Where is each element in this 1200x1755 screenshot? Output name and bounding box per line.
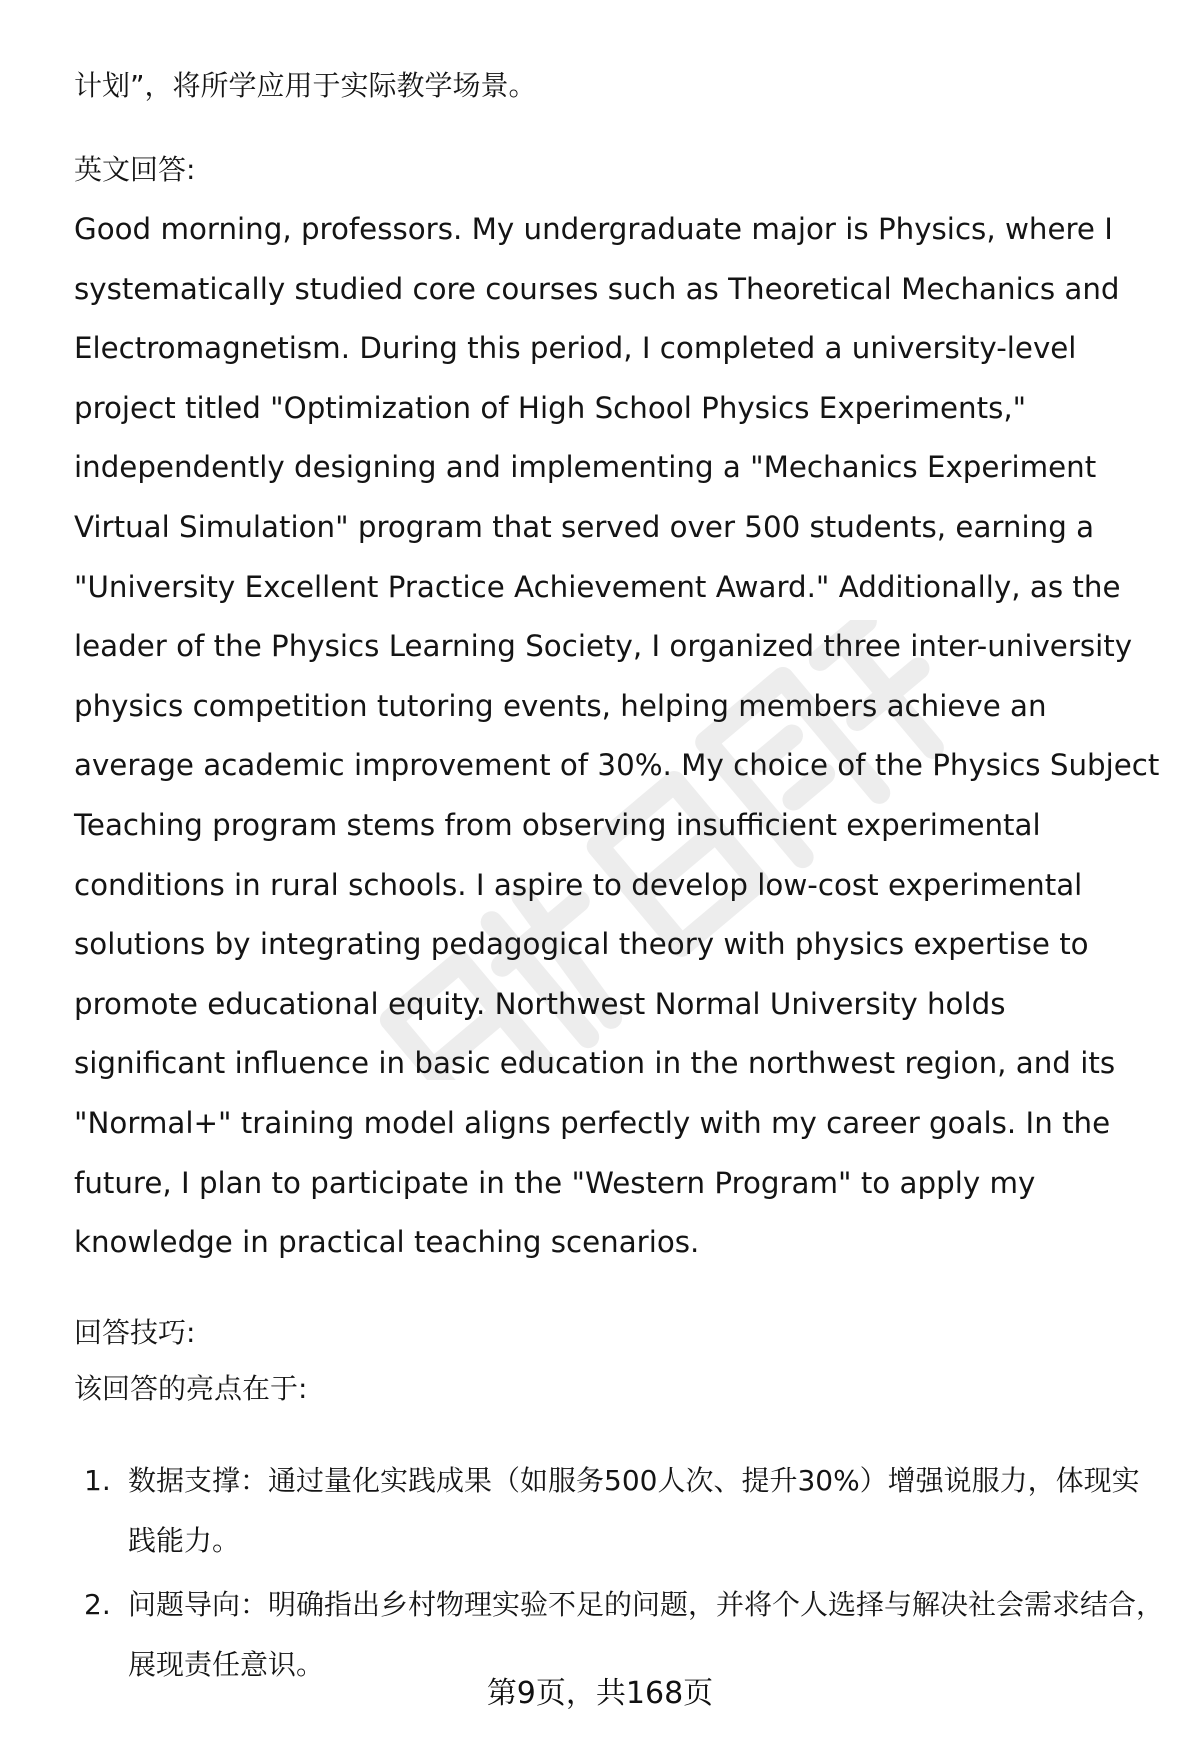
list-item-text: 数据支撑：通过量化实践成果（如服务500人次、提升30%）增强说服力，体现实践能力。 — [128, 1463, 1140, 1557]
continued-chinese-text: 计划”，将所学应用于实际教学场景。 — [74, 69, 537, 102]
answer-tips-list — [74, 1451, 1164, 1695]
list-item-number: 2. — [84, 1587, 111, 1621]
list-item-number: 1. — [84, 1463, 111, 1497]
list-item-text: 问题导向：明确指出乡村物理实验不足的问题，并将个人选择与解决社会需求结合，展现责任意识。 — [128, 1587, 1165, 1681]
english-answer-paragraph: Good morning, professors. My undergraduate major is Physics, where I systematically studied core courses such as Theoretical Mechanics and Electromagnetism. During this period, I completed a university-level project titled "Optimization of High School Physics Experiments," independently designing and implementing a "Mechanics Experiment Virtual Simulation" program that served over 500 students, earning a "University Excellent Practice Achievement Award." Additionally, as the leader of the Physics Learning Society, I organized three inter-university physics competition tutoring events, helping members achieve an average academic improvement of 30%. My choice of the Physics Subject Teaching program stems from observing insufficient experimental conditions in rural schools. I aspire to develop low-cost experimental solutions by integrating pedagogical theory with physics expertise to promote educational equity. Northwest Normal University holds significant influence in basic education in the northwest region, and its "Normal+" training model aligns perfectly with my career goals. In the future, I plan to participate in the "Western Program" to apply my knowledge in practical teaching scenarios. — [74, 212, 1160, 1260]
list-item — [74, 1451, 1164, 1571]
page-content — [74, 62, 1164, 1699]
answer-tips-heading: 回答技巧: — [74, 1315, 196, 1349]
answer-tips-intro: 该回答的亮点在于: — [74, 1371, 308, 1405]
page-number-footer: 第9页，共168页 — [486, 1676, 714, 1711]
english-answer-heading: 英文回答: — [74, 153, 196, 186]
